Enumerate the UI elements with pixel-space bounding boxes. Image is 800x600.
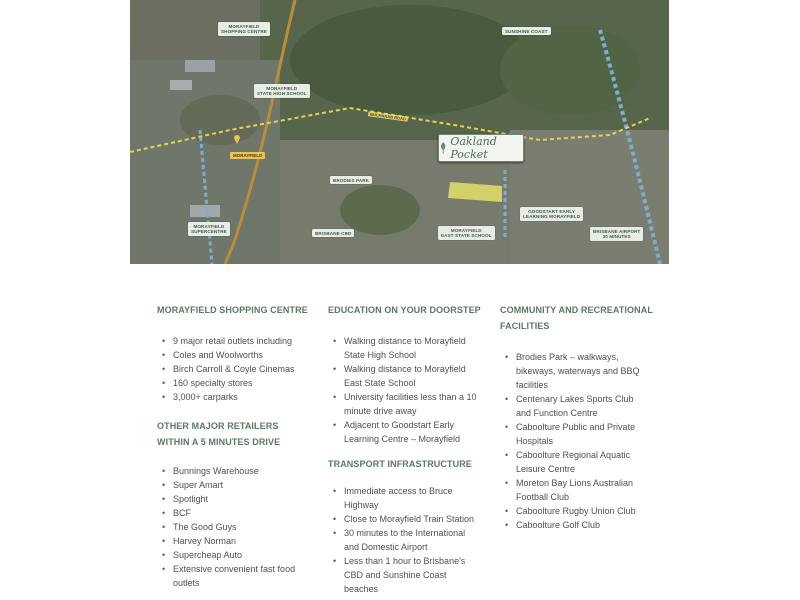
column-education-transport (328, 302, 493, 596)
heading-other-retailers: OTHER MAJOR RETAILERS WITHIN A 5 MINUTES DRIVE (157, 421, 281, 447)
list-item: • Spotlight (157, 492, 322, 506)
column-retail (157, 302, 322, 590)
map-label-brodies-park: BRODIES PARK (330, 176, 372, 184)
list-item: • 30 minutes to the International and Domestic Airport (328, 526, 478, 554)
list-item: • Walking distance to Morayfield East State School (328, 362, 478, 390)
list-item: • BCF (157, 506, 322, 520)
list-item: • Walking distance to Morayfield State High School (328, 334, 478, 362)
list-community (500, 350, 640, 532)
map-label-goodstart-early-learning: GOODSTART EARLY LEARNING MORAYFIELD (520, 207, 583, 221)
list-item: • Close to Morayfield Train Station (328, 512, 478, 526)
map-label-morayfield-supercentre: MORAYFIELD SUPERCENTRE (188, 222, 230, 236)
list-item: • Brodies Park – walkways, bikeways, waterways and BBQ facilities (500, 350, 640, 392)
list-item: • University facilities less than a 10 minute drive away (328, 390, 478, 418)
map-label-morayfield-east-state-school: MORAYFIELD EAST STATE SCHOOL (438, 226, 495, 240)
map-label-brisbane-airport: BRISBANE AIRPORT 30 MINUTES (590, 227, 643, 241)
heading-education: EDUCATION ON YOUR DOORSTEP (328, 305, 481, 315)
heading-morayfield-shopping-centre: MORAYFIELD SHOPPING CENTRE (157, 305, 308, 315)
list-item: • The Good Guys (157, 520, 322, 534)
map-label-morayfield-state-high-school: MORAYFIELD STATE HIGH SCHOOL (254, 84, 310, 98)
list-item: • Less than 1 hour to Brisbane's CBD and Sunshine Coast beaches (328, 554, 478, 596)
list-item: • Birch Carroll & Coyle Cinemas (157, 362, 322, 376)
list-item: • Centenary Lakes Sports Club and Function Centre (500, 392, 640, 420)
logo-text: Oakland Pocket (450, 135, 497, 161)
column-community (500, 302, 660, 532)
list-item: • Super Amart (157, 478, 322, 492)
map-label-morayfield-shopping-centre: MORAYFIELD SHOPPING CENTRE (218, 22, 270, 36)
list-item: • Caboolture Golf Club (500, 518, 640, 532)
road-label-buchanan-road: BUCHANAN ROAD (369, 111, 407, 122)
heading-transport: TRANSPORT INFRASTRUCTURE (328, 459, 472, 469)
list-item: • Coles and Woolworths (157, 348, 322, 362)
map-pin-morayfield: MORAYFIELD (230, 152, 265, 159)
map-label-brisbane-cbd: BRISBANE CBD (312, 229, 354, 237)
list-item: • Caboolture Regional Aquatic Leisure Centre (500, 448, 640, 476)
list-item: • Extensive convenient fast food outlets (157, 562, 318, 590)
list-education (328, 334, 478, 446)
list-transport (328, 484, 478, 596)
aerial-map (130, 0, 669, 264)
heading-community: COMMUNITY AND RECREATIONAL FACILITIES (500, 305, 653, 331)
list-item: • Caboolture Rugby Union Club (500, 504, 640, 518)
oakland-pocket-logo (438, 134, 524, 162)
list-item: • 3,000+ carparks (157, 390, 322, 404)
list-item: • Caboolture Public and Private Hospitals (500, 420, 640, 448)
list-item: • Moreton Bay Lions Australian Football Club (500, 476, 640, 504)
list-other-retailers (157, 464, 322, 590)
list-item: • Harvey Norman (157, 534, 322, 548)
list-item: • Adjacent to Goodstart Early Learning Centre – Morayfield (328, 418, 478, 446)
list-item: • 9 major retail outlets including (157, 334, 322, 348)
list-item: • Bunnings Warehouse (157, 464, 322, 478)
list-item: • Supercheap Auto (157, 548, 322, 562)
map-label-sunshine-coast: SUNSHINE COAST (502, 27, 551, 35)
list-shopping-centre (157, 334, 322, 404)
list-item: • 160 specialty stores (157, 376, 322, 390)
list-item: • Immediate access to Bruce Highway (328, 484, 478, 512)
oak-leaf-icon (439, 141, 447, 155)
